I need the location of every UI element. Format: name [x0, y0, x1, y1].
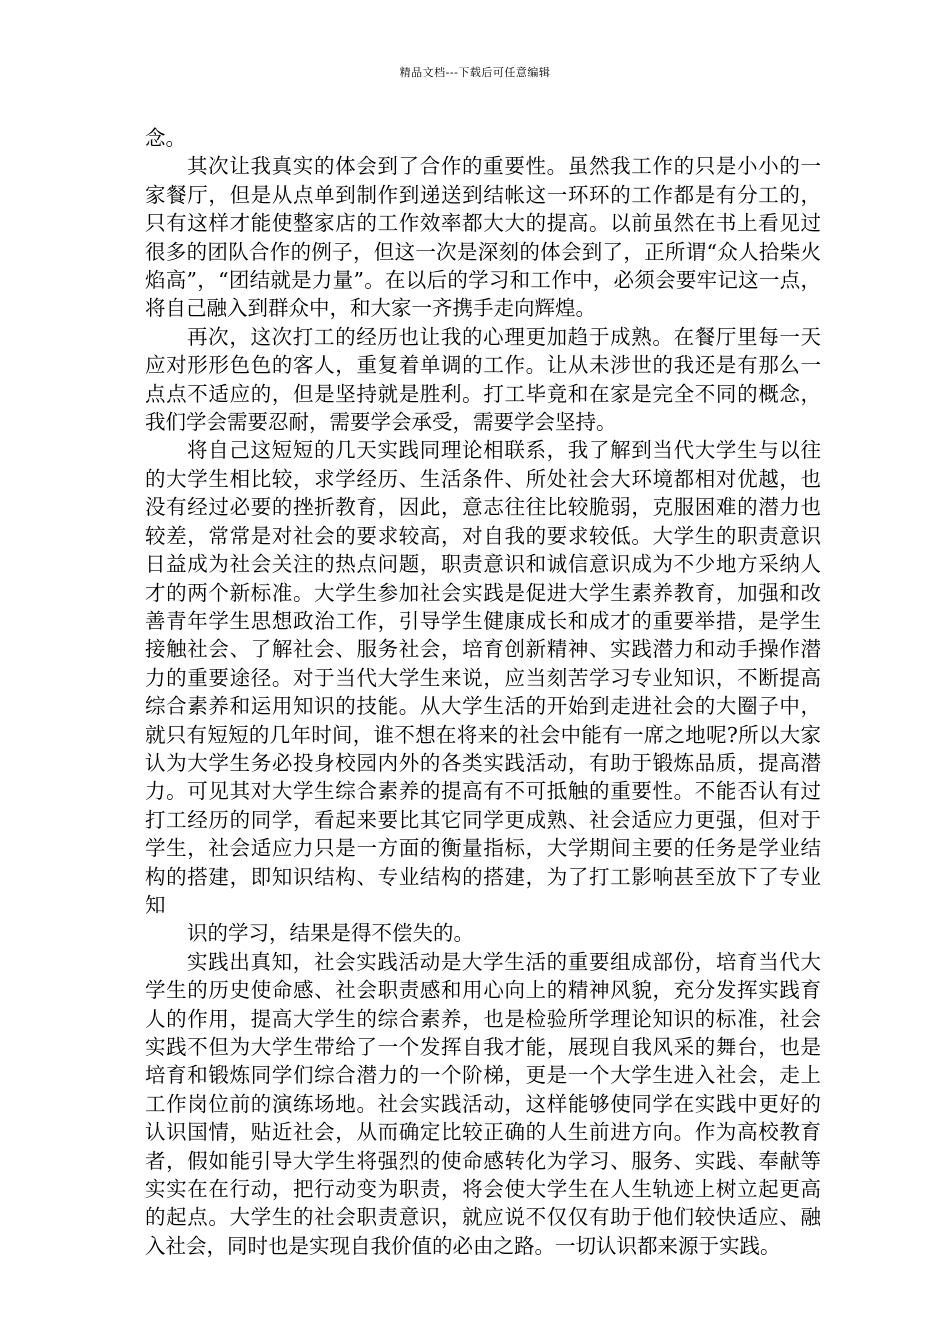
paragraph: 念。	[145, 126, 186, 150]
document-body	[145, 124, 821, 1260]
paragraph: 实践出真知，社会实践活动是大学生活的重要组成部份，培育当代大学生的历史使命感、社会职责感和用心向上的精神风貌，充分发挥实践育人的作用，提高大学生的综合素养，也是检验所学理论知识的标准，社会实践不但为大学生带给了一个发挥自我才能，展现自我风采的舞台，也是培育和锻炼同学们综合潜力的一个阶梯，更是一个大学生进入社会，走上工作岗位前的演练场地。社会实践活动，这样能够使同学在实践中更好的认识国情，贴近社会，从而确定比较正确的人生前进方向。作为高校教育者，假如能引导大学生将强烈的使命感转化为学习、服务、实践、奉献等实实在在行动，把行动变为职责，将会使大学生在人生轨迹上树立起更高的起点。大学生的社会职责意识，就应说不仅仅有助于他们较快适应、融入社会，同时也是实现自我价值的必由之路。一切认识都来源于实践。	[145, 949, 821, 1258]
page-header: 精品文档---下载后可任意编辑	[399, 66, 551, 79]
paragraph: 其次让我真实的体会到了合作的重要性。虽然我工作的只是小小的一家餐厅，但是从点单到制作到递送到结帐这一环环的工作都是有分工的，只有这样才能使整家店的工作效率都大大的提高。以前虽然在书上看见过很多的团队合作的例子，但这一次是深刻的体会到了，正所谓“众人拾柴火焰高”，“团结就是力量”。在以后的学习和工作中，必须会要牢记这一点，将自己融入到群众中，和大家一齐携手走向辉煌。	[145, 154, 821, 321]
paragraph: 将自己这短短的几天实践同理论相联系，我了解到当代大学生与以往的大学生相比较，求学经历、生活条件、所处社会大环境都相对优越，也没有经过必要的挫折教育，因此，意志往往比较脆弱，克服困难的潜力也较差，常常是对社会的要求较高，对自我的要求较低。大学生的职责意识日益成为社会关注的热点问题，职责意识和诚信意识成为不少地方采纳人才的两个新标准。大学生参加社会实践是促进大学生素养教育，加强和改善青年学生思想政治工作，引导学生健康成长和成才的重要举措，是学生接触社会、了解社会、服务社会，培育创新精神、实践潜力和动手操作潜力的重要途径。对于当代大学生来说，应当刻苦学习专业知识，不断提高综合素养和运用知识的技能。从大学生活的开始到走进社会的大圈子中，就只有短短的几年时间，谁不想在将来的社会中能有一席之地呢?所以大家认为大学生务必投身校园内外的各类实践活动，有助于锻炼品质，提高潜力。可见其对大学生综合素养的提高有不可抵触的重要性。不能否认有过打工经历的同学，看起来要比其它同学更成熟、社会适应力更强，但对于学生，社会适应力只是一方面的衡量指标，大学期间主要的任务是学业结构的搭建，即知识结构、专业结构的搭建，为了打工影响甚至放下了专业知	[145, 438, 821, 917]
paragraph: 识的学习，结果是得不偿失的。	[187, 921, 475, 946]
paragraph: 再次，这次打工的经历也让我的心理更加趋于成熟。在餐厅里每一天应对形形色色的客人，重复着单调的工作。让从未涉世的我还是有那么一点点不适应的，但是坚持就是胜利。打工毕竟和在家是完全不同的概念，我们学会需要忍耐，需要学会承受，需要学会坚持。	[145, 324, 821, 435]
